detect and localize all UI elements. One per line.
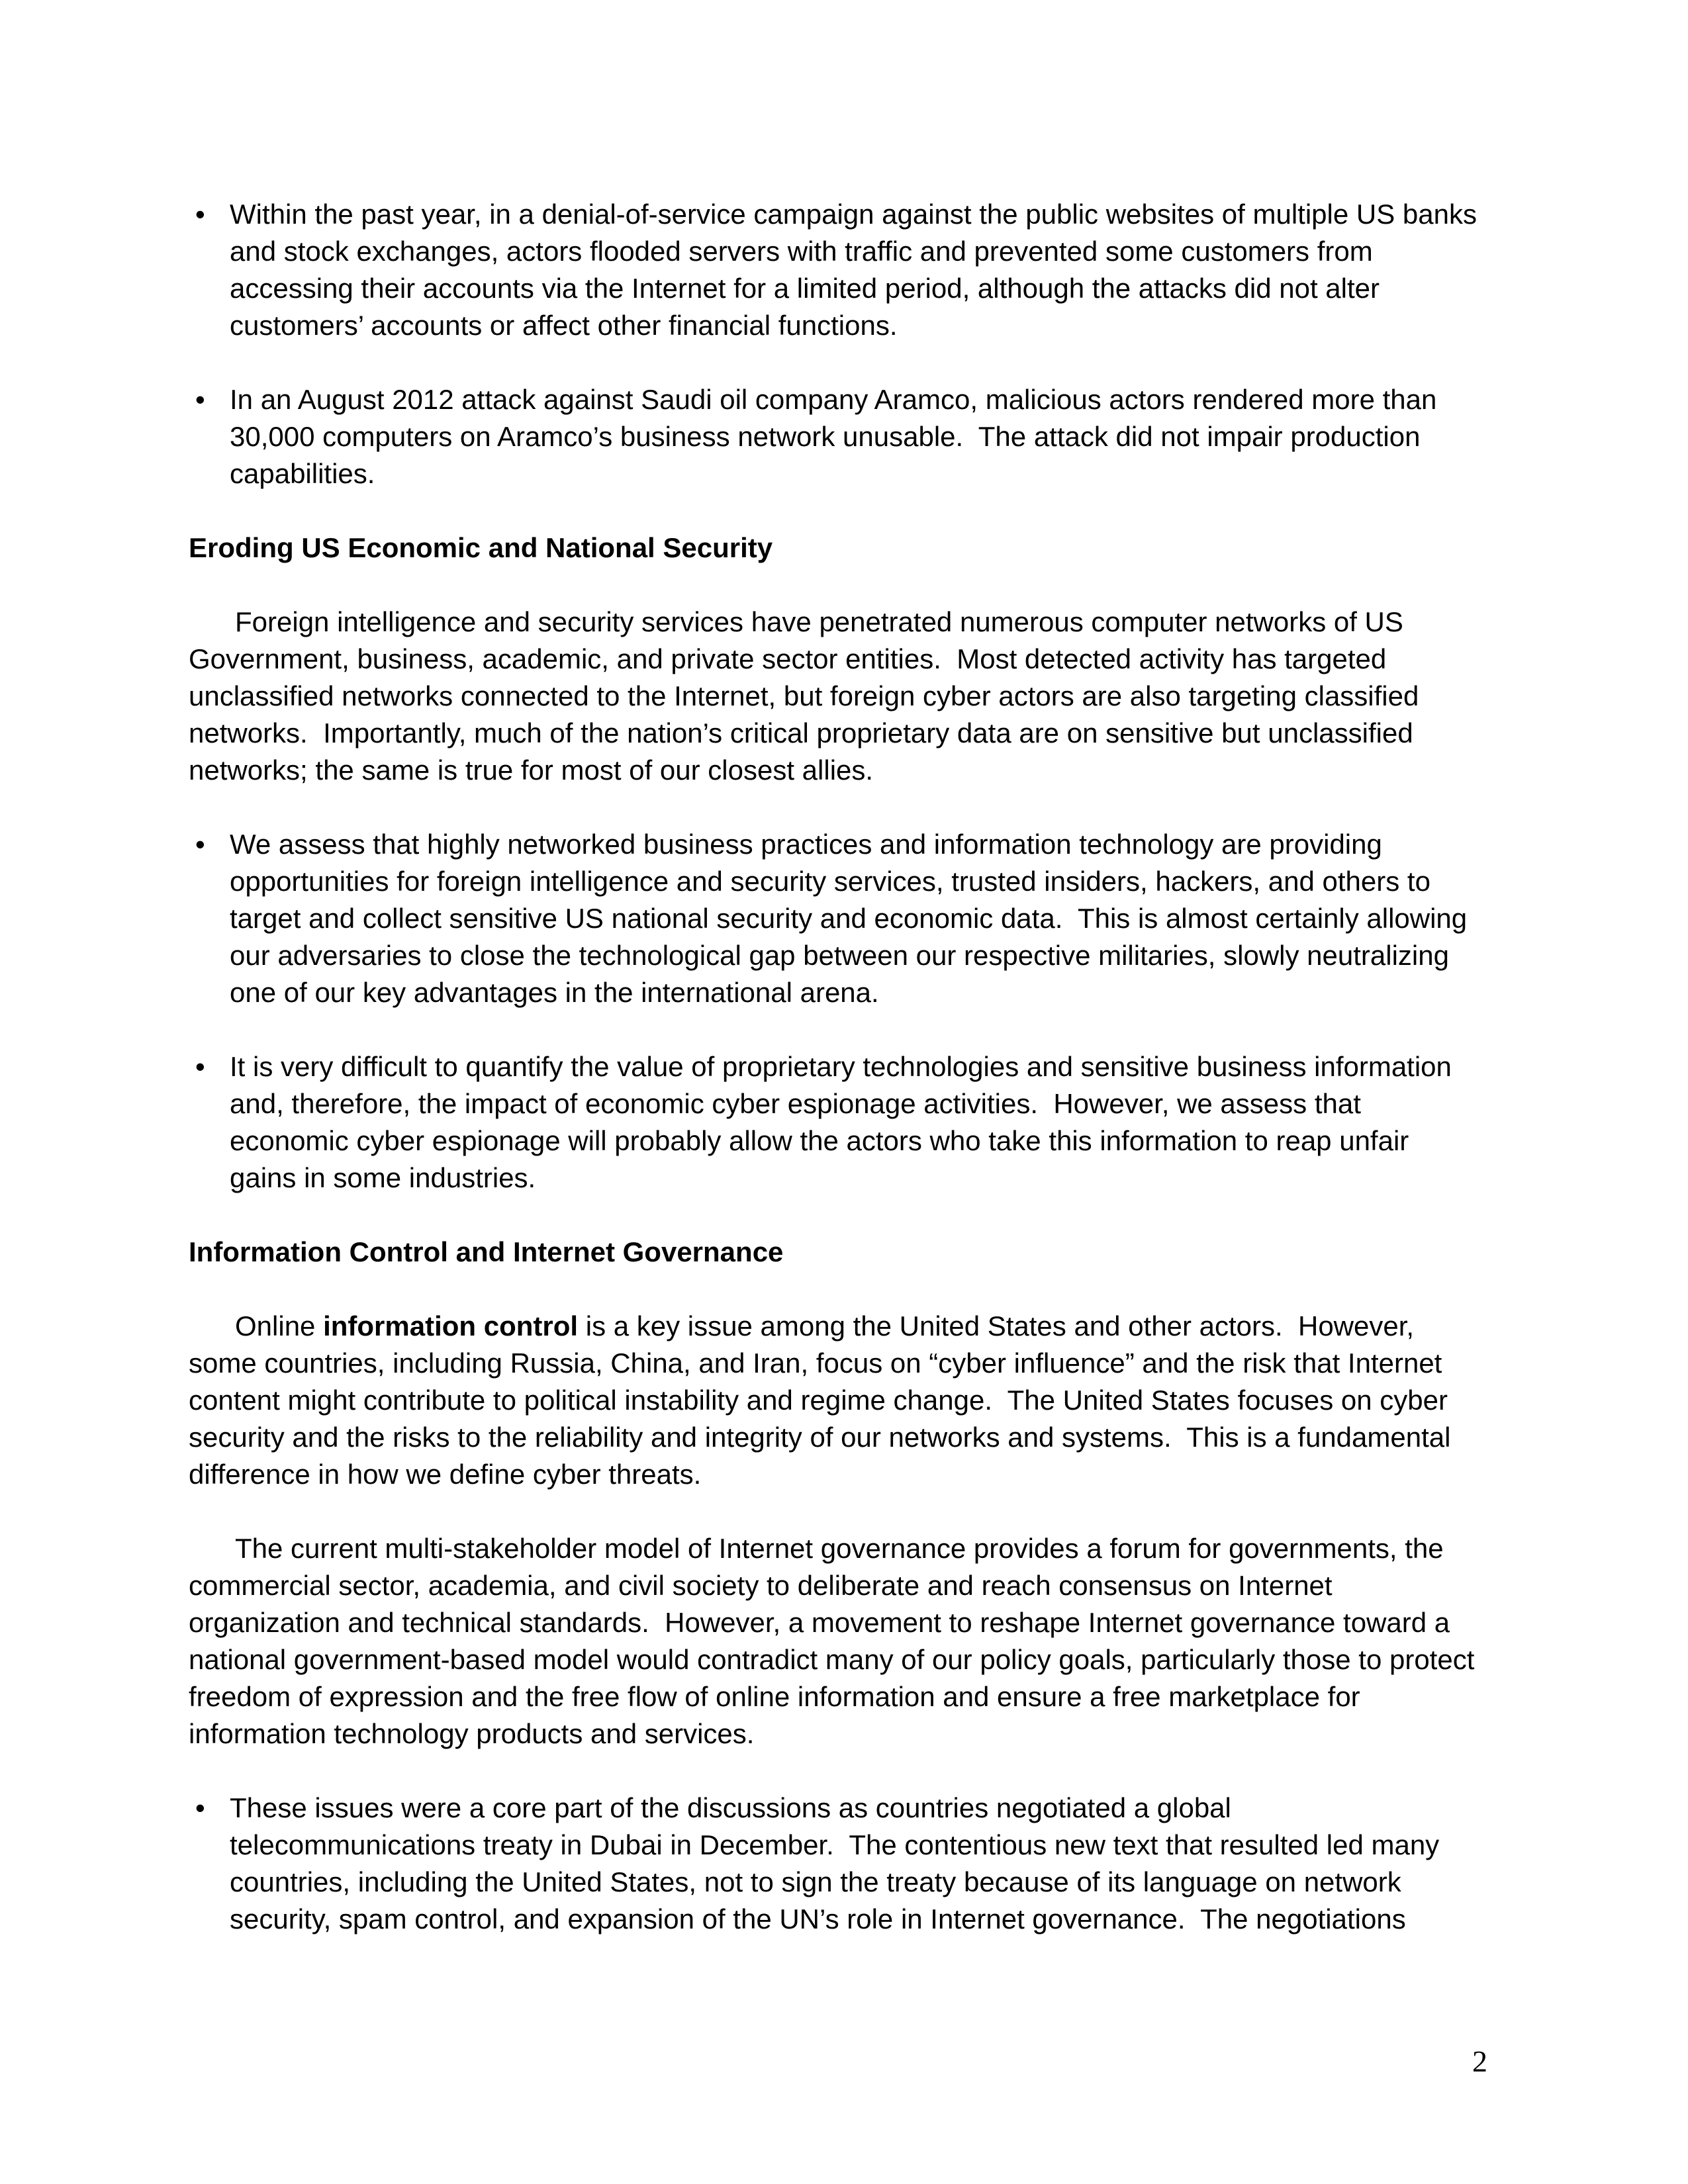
paragraph bbox=[189, 1308, 1503, 1493]
bullet-text bbox=[230, 1790, 1503, 1938]
bold-text: information control bbox=[323, 1310, 579, 1342]
bullet-item bbox=[189, 381, 1503, 492]
document-body bbox=[189, 196, 1503, 1975]
text-line: These issues were a core part of the discussions as countries negotiated a global bbox=[230, 1792, 1231, 1823]
text-line: unclassified networks connected to the Internet, but foreign cyber actors are also targeting classified bbox=[189, 680, 1419, 711]
text-line: capabilities. bbox=[230, 458, 375, 489]
bullet-text bbox=[230, 1048, 1503, 1197]
section-heading bbox=[189, 1234, 1503, 1271]
paragraph bbox=[189, 604, 1503, 789]
text-line: accessing their accounts via the Internet for a limited period, although the attacks did not alter bbox=[230, 273, 1380, 304]
bullet-icon: • bbox=[195, 1051, 205, 1082]
text-line: freedom of expression and the free flow of online information and ensure a free marketplace for bbox=[189, 1681, 1360, 1712]
text-line: difference in how we define cyber threats. bbox=[189, 1459, 702, 1490]
text-line: content might contribute to political instability and regime change. The United States focuses on cyber bbox=[189, 1385, 1448, 1416]
paragraph bbox=[189, 1530, 1503, 1752]
text-line: information technology products and services. bbox=[189, 1718, 755, 1749]
text-line: and, therefore, the impact of economic cyber espionage activities. However, we assess that bbox=[230, 1088, 1361, 1119]
bullet-item bbox=[189, 1048, 1503, 1197]
text-line: target and collect sensitive US national security and economic data. This is almost certainly allowing bbox=[230, 903, 1468, 934]
page-number: 2 bbox=[1472, 2044, 1487, 2078]
section-heading bbox=[189, 529, 1503, 567]
text-line: security and the risks to the reliability and integrity of our networks and systems. This is a fundamental bbox=[189, 1422, 1451, 1453]
text-line: Information Control and Internet Governance bbox=[189, 1236, 784, 1267]
bullet-icon: • bbox=[195, 384, 205, 415]
text-line: It is very difficult to quantify the value of proprietary technologies and sensitive business information bbox=[230, 1051, 1452, 1082]
text-line: opportunities for foreign intelligence and security services, trusted insiders, hackers, and others to bbox=[230, 866, 1430, 897]
bullet-icon: • bbox=[195, 829, 205, 860]
text-line: gains in some industries. bbox=[230, 1162, 536, 1193]
text-line: organization and technical standards. However, a movement to reshape Internet governance toward a bbox=[189, 1607, 1450, 1638]
text-line: Government, business, academic, and private sector entities. Most detected activity has targeted bbox=[189, 643, 1387, 674]
text-line: countries, including the United States, not to sign the treaty because of its language on network bbox=[230, 1866, 1401, 1897]
bullet-item bbox=[189, 1790, 1503, 1938]
text-line: commercial sector, academia, and civil society to deliberate and reach consensus on Internet bbox=[189, 1570, 1333, 1601]
text-line: and stock exchanges, actors flooded servers with traffic and prevented some customers from bbox=[230, 236, 1373, 267]
text-line: some countries, including Russia, China, and Iran, focus on “cyber influence” and the risk that Internet bbox=[189, 1347, 1442, 1379]
bullet-text bbox=[230, 196, 1503, 344]
text-line: our adversaries to close the technological gap between our respective militaries, slowly neutralizing bbox=[230, 940, 1449, 971]
text-line: The current multi-stakeholder model of Internet governance provides a forum for governments, the bbox=[235, 1533, 1444, 1564]
text-line: networks; the same is true for most of our closest allies. bbox=[189, 754, 874, 786]
bullet-text bbox=[230, 826, 1503, 1011]
bullet-item bbox=[189, 196, 1503, 344]
bullet-icon: • bbox=[195, 199, 205, 230]
bullet-item bbox=[189, 826, 1503, 1011]
text-line: 30,000 computers on Aramco’s business network unusable. The attack did not impair production bbox=[230, 421, 1421, 452]
text-line: We assess that highly networked business practices and information technology are providing bbox=[230, 829, 1382, 860]
text-line: Online information control is a key issue among the United States and other actors. However, bbox=[235, 1310, 1415, 1342]
bullet-text bbox=[230, 381, 1503, 492]
bullet-icon: • bbox=[195, 1792, 205, 1823]
text-line: one of our key advantages in the international arena. bbox=[230, 977, 879, 1008]
text-line: national government-based model would contradict many of our policy goals, particularly those to protect bbox=[189, 1644, 1475, 1675]
text-line: telecommunications treaty in Dubai in December. The contentious new text that resulted led many bbox=[230, 1829, 1440, 1860]
text-line: networks. Importantly, much of the nation’s critical proprietary data are on sensitive but unclassified bbox=[189, 717, 1413, 749]
text-line: Foreign intelligence and security services have penetrated numerous computer networks of US bbox=[235, 606, 1403, 637]
text-line: economic cyber espionage will probably allow the actors who take this information to reap unfair bbox=[230, 1125, 1409, 1156]
text-line: In an August 2012 attack against Saudi oil company Aramco, malicious actors rendered more than bbox=[230, 384, 1437, 415]
text-line: customers’ accounts or affect other financial functions. bbox=[230, 310, 898, 341]
text-line: Eroding US Economic and National Security bbox=[189, 532, 773, 563]
text-line: security, spam control, and expansion of the UN’s role in Internet governance. The negotiations bbox=[230, 1903, 1406, 1934]
text-line: Within the past year, in a denial-of-service campaign against the public websites of multiple US banks bbox=[230, 199, 1477, 230]
